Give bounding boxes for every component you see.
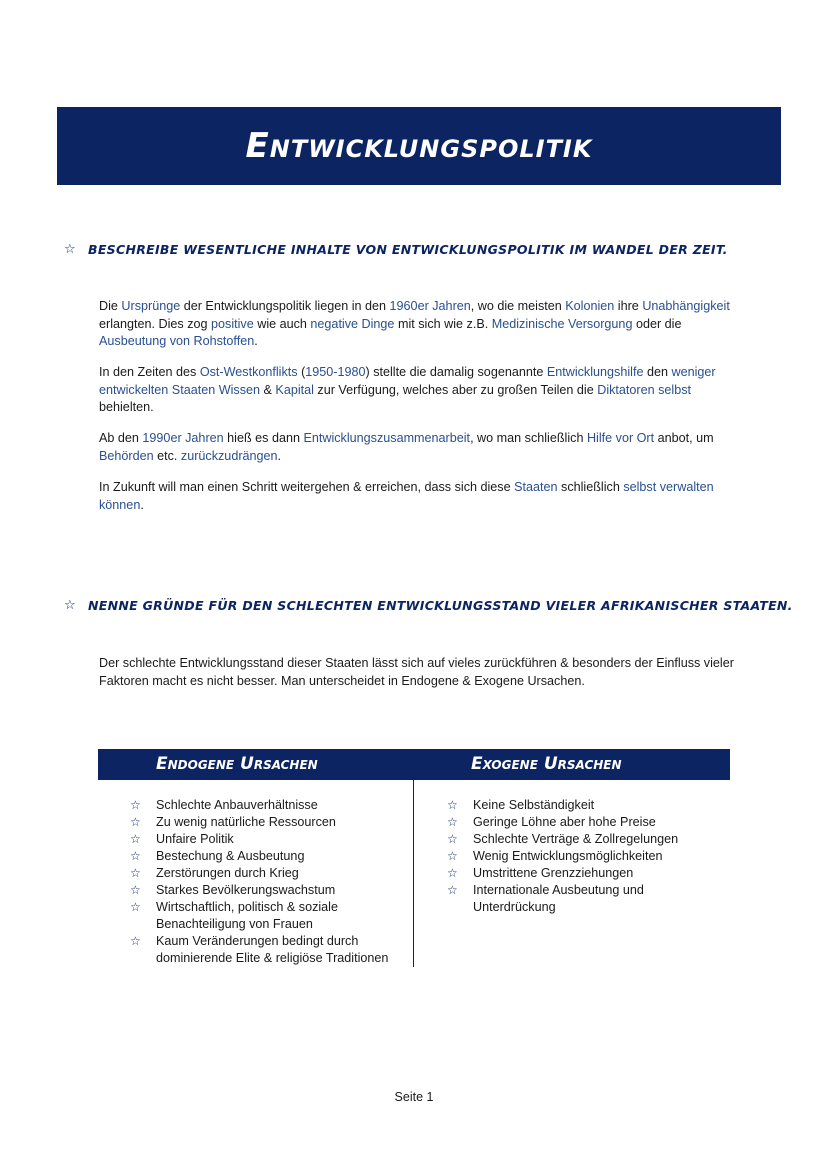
paragraph-origins: Die Ursprünge der Entwicklungspolitik liegen in den 1960er Jahren, wo die meisten Kolonien ihre Unabhängigkeit erlangten. Dies zog positive wie auch negative Dinge mit sich wie z.B. Medizinische Versorgung oder die Ausbeutung von Rohstoffen. bbox=[99, 299, 730, 348]
list-item: ☆ Schlechte Verträge & Zollregelungen bbox=[447, 832, 679, 846]
title-banner bbox=[57, 107, 781, 185]
list-item: ☆ Bestechung & Ausbeutung bbox=[130, 849, 305, 863]
question-2-text: NENNE GRÜNDE FÜR DEN SCHLECHTEN ENTWICKLUNGSSTAND VIELER AFRIKANISCHER STAATEN. bbox=[88, 597, 793, 613]
list-item: ☆ Geringe Löhne aber hohe Preise bbox=[447, 815, 656, 829]
exogen-list bbox=[447, 797, 730, 916]
list-item: ☆ Unfaire Politik bbox=[130, 832, 234, 846]
star-icon: ☆ bbox=[447, 849, 458, 863]
list-item: ☆ Wenig Entwicklungsmöglichkeiten bbox=[447, 849, 663, 863]
paragraph-intro-causes: Der schlechte Entwicklungsstand dieser Staaten lässt sich auf vieles zurückführen & besonders der Einfluss vieler Faktoren macht es nicht besser. Man unterscheidet in Endogene & Exogene Ursachen. bbox=[99, 656, 734, 688]
list-item: ☆ Umstrittene Grenzziehungen bbox=[447, 866, 634, 880]
causes-header bbox=[98, 749, 730, 780]
question-1-text: BESCHREIBE WESENTLICHE INHALTE VON ENTWICKLUNGSPOLITIK IM WANDEL DER ZEIT. bbox=[88, 241, 728, 257]
star-icon: ☆ bbox=[130, 883, 141, 897]
star-icon: ☆ bbox=[130, 815, 141, 829]
question-1 bbox=[64, 241, 728, 257]
list-item: ☆ Zu wenig natürliche Ressourcen bbox=[130, 815, 336, 829]
star-icon: ☆ bbox=[64, 597, 76, 612]
list-item: ☆ Zerstörungen durch Krieg bbox=[130, 866, 299, 880]
exogen-column bbox=[414, 780, 730, 967]
star-icon: ☆ bbox=[130, 849, 141, 863]
paragraph-future: In Zukunft will man einen Schritt weitergehen & erreichen, dass sich diese Staaten schließlich selbst verwalten können. bbox=[99, 480, 714, 512]
exogen-heading: Exogene Ursachen bbox=[471, 754, 622, 774]
star-icon: ☆ bbox=[447, 815, 458, 829]
star-icon: ☆ bbox=[130, 934, 141, 948]
star-icon: ☆ bbox=[447, 832, 458, 846]
star-icon: ☆ bbox=[130, 866, 141, 880]
star-icon: ☆ bbox=[130, 832, 141, 846]
list-item: ☆ Schlechte Anbauverhältnisse bbox=[130, 798, 318, 812]
paragraph-east-west: In den Zeiten des Ost-Westkonflikts (1950-1980) stellte die damalig sogenannte Entwicklungshilfe den weniger entwickelten Staaten Wissen & Kapital zur Verfügung, welches aber zu großen Teilen die Diktatoren selbst behielten. bbox=[99, 365, 716, 414]
list-item: ☆ Kaum Veränderungen bedingt durch dominierende Elite & religiöse Traditionen bbox=[130, 934, 389, 965]
list-item: ☆ Starkes Bevölkerungswachstum bbox=[130, 883, 336, 897]
star-icon: ☆ bbox=[447, 798, 458, 812]
star-icon: ☆ bbox=[130, 900, 141, 914]
list-item: ☆ Keine Selbständigkeit bbox=[447, 798, 595, 812]
star-icon: ☆ bbox=[447, 883, 458, 897]
list-item: ☆ Wirtschaftlich, politisch & soziale Benachteiligung von Frauen bbox=[130, 900, 338, 931]
question-2 bbox=[64, 597, 793, 613]
list-item: ☆ Internationale Ausbeutung und Unterdrückung bbox=[447, 883, 644, 914]
page-number: Seite 1 bbox=[394, 1090, 434, 1104]
star-icon: ☆ bbox=[64, 241, 76, 256]
star-icon: ☆ bbox=[130, 798, 141, 812]
star-icon: ☆ bbox=[447, 866, 458, 880]
paragraph-1990s: Ab den 1990er Jahren hieß es dann Entwicklungszusammenarbeit, wo man schließlich Hilfe vor Ort anbot, um Behörden etc. zurückzudrängen. bbox=[99, 431, 714, 463]
endogen-column bbox=[98, 780, 414, 967]
endogen-list bbox=[130, 797, 413, 967]
causes-table bbox=[98, 749, 730, 967]
page-title: Entwicklungspolitik bbox=[245, 126, 593, 166]
endogen-heading: Endogene Ursachen bbox=[156, 754, 318, 774]
